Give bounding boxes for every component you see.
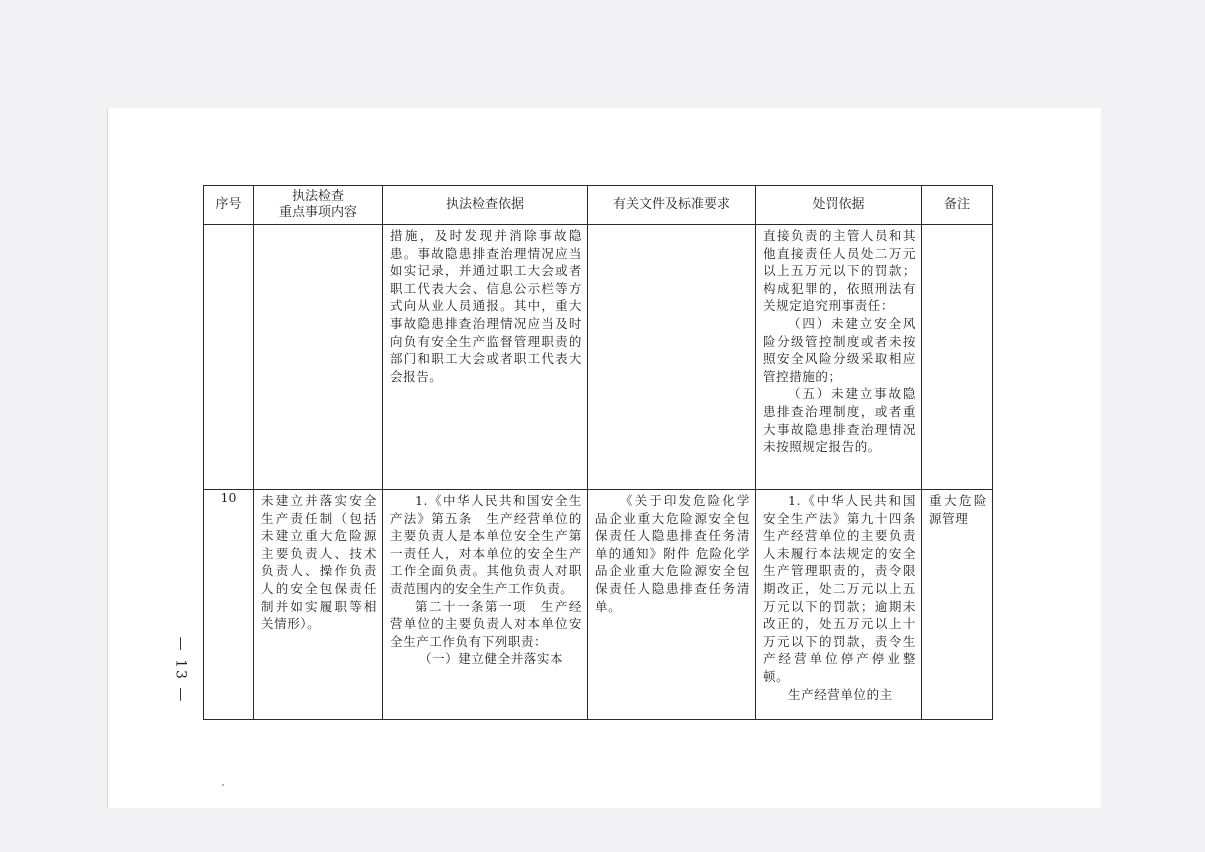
cell-seq: 10 — [204, 490, 254, 720]
cell-item: 未建立并落实安全生产责任制（包括未建立重大危险源主要负责人、技术负责人、操作负责人的安全包保责任制并如实履职等相关情形）。 — [254, 490, 383, 720]
cell-basis: 措施，及时发现并消除事故隐患。事故隐患排查治理情况应当如实记录，并通过职工大会或者职工代表大会、信息公示栏等方式向从业人员通报。其中，重大事故隐患排查治理情况应当及时向负有安全生产监督管理职责的部门和职工大会或者职工代表大会报告。 — [383, 225, 588, 490]
cell-item — [254, 225, 383, 490]
cell-remark: 重大危险源管理 — [922, 490, 993, 720]
page-number: — 13 — — [172, 636, 188, 704]
header-penalty: 处罚依据 — [756, 186, 922, 225]
header-item: 执法检查 重点事项内容 — [254, 186, 383, 225]
cell-docs — [588, 225, 756, 490]
cell-seq — [204, 225, 254, 490]
table-header-row — [204, 186, 993, 225]
table-row — [204, 225, 993, 490]
header-remark: 备注 — [922, 186, 993, 225]
enforcement-table — [203, 185, 993, 720]
cell-remark — [922, 225, 993, 490]
cell-penalty: 1.《中华人民共和国安全生产法》第九十四条 生产经营单位的主要负责人未履行本法规定的安全生产管理职责的，责令限期改正，处二万元以上五万元以下的罚款；逾期未改正的，处五万元以上十万元以下的罚款，责令生产经营单位停产停业整顿。 生产经营单位的主 — [756, 490, 922, 720]
header-seq: 序号 — [204, 186, 254, 225]
scan-speck — [222, 784, 224, 786]
cell-basis: 1.《中华人民共和国安全生产法》第五条 生产经营单位的主要负责人是本单位安全生产第一责任人，对本单位的安全生产工作全面负责。其他负责人对职责范围内的安全生产工作负责。 第二十一条第一项 生产经营单位的主要负责人对本单位安全生产工作负有下列职责： （一）建立健全并落实本 — [383, 490, 588, 720]
cell-penalty: 直接负责的主管人员和其他直接责任人员处二万元以上五万元以下的罚款；构成犯罪的，依照刑法有关规定追究刑事责任： （四）未建立安全风险分级管控制度或者未按照安全风险分级采取相应管控措施的； （五）未建立事故隐患排查治理制度，或者重大事故隐患排查治理情况未按照规定报告的。 — [756, 225, 922, 490]
cell-docs: 《关于印发危险化学品企业重大危险源安全包保责任人隐患排查任务清单的通知》附件 危险化学品企业重大危险源安全包保责任人隐患排查任务清单。 — [588, 490, 756, 720]
table-row — [204, 490, 993, 720]
header-docs: 有关文件及标准要求 — [588, 186, 756, 225]
header-basis: 执法检查依据 — [383, 186, 588, 225]
